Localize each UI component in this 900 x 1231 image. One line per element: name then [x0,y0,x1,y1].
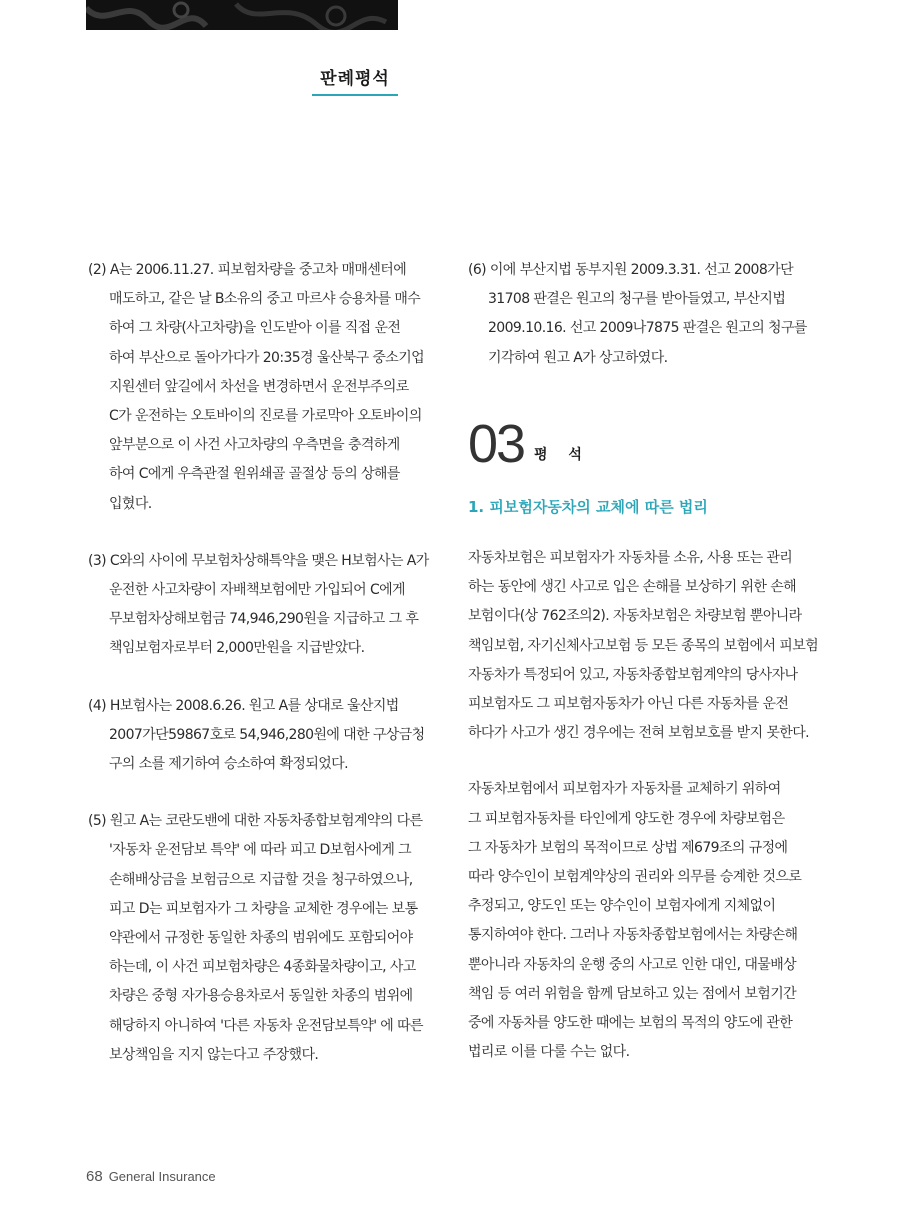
text-line: (2) A는 2006.11.27. 피보험차량을 중고차 매매센터에 [88,262,407,278]
list-item [88,692,436,780]
list-item [88,807,436,1070]
text-line: 운전한 사고차량이 자배책보험에만 가입되어 C에게 [109,582,405,599]
text-line: 보상책임을 지지 않는다고 주장했다. [109,1046,319,1063]
publication-name: General Insurance [108,1169,216,1184]
text-line: 법리로 이를 다룰 수는 없다. [468,1044,630,1061]
text-line: 책임보험, 자기신체사고보험 등 모든 종목의 보험에서 피보험 [468,637,819,654]
chapter-heading [468,413,814,487]
text-line: 하여 C에게 우측관절 원위쇄골 골절상 등의 상해를 [109,466,400,483]
text-line: (4) H보험사는 2008.6.26. 원고 A를 상대로 울산지법 [88,697,399,714]
text-line: 앞부분으로 이 사건 사고차량의 우측면을 충격하게 [109,437,400,454]
text-line: 매도하고, 같은 날 B소유의 중고 마르샤 승용차를 매수 [109,291,421,308]
paragraph [468,775,814,1067]
text-line: 2007가단59867호로 54,946,280원에 대한 구상금청 [109,726,425,743]
text-line: 무보험차상해보험금 74,946,290원을 지급하고 그 후 [109,611,419,628]
text-line: 하는 동안에 생긴 사고로 입은 손해를 보상하기 위한 손해 [468,579,797,596]
text-line: 해당하지 아니하여 '다른 자동차 운전담보특약' 에 따른 [109,1017,423,1034]
text-line: 약관에서 규정한 동일한 차종의 범위에도 포함되어야 [109,930,413,947]
paragraph [468,544,819,748]
text-line: 책임 등 여러 위험을 함께 담보하고 있는 점에서 보험기간 [468,985,797,1002]
subheading: 1. 피보험자동차의 교체에 따른 법리 [468,497,708,516]
text-line: 피보험자도 그 피보험자동차가 아닌 다른 자동차를 운전 [468,696,789,713]
text-line: 그 피보험자동차를 타인에게 양도한 경우에 차량보험은 [468,810,785,827]
text-line: 따라 양수인이 보험계약상의 권리와 의무를 승계한 것으로 [468,869,802,886]
text-line: 자동차가 특정되어 있고, 자동차종합보험계약의 당사자나 [468,666,798,683]
text-line: 자동차보험은 피보험자가 자동차를 소유, 사용 또는 관리 [468,550,793,567]
text-line: '자동차 운전담보 특약' 에 따라 피고 D보험사에게 그 [109,842,412,859]
text-line: (3) C와의 사이에 무보험차상해특약을 맺은 H보험사는 A가 [88,552,429,569]
text-line: 하는데, 이 사건 피보험차량은 4종화물차량이고, 사고 [109,959,416,976]
right-column [468,256,819,1094]
text-line: 뿐아니라 자동차의 운행 중의 사고로 인한 대인, 대물배상 [468,956,797,973]
text-line: 중에 자동차를 양도한 때에는 보험의 목적의 양도에 관한 [468,1015,793,1032]
text-line: 하여 부산으로 돌아가다가 20:35경 울산북구 중소기업 [109,349,425,366]
decorative-pattern-icon [86,0,398,30]
page-footer [86,1168,216,1185]
text-line: 그 자동차가 보험의 목적이므로 상법 제679조의 규정에 [468,839,788,856]
text-line: 하여 그 차량(사고차량)을 인도받아 이를 직접 운전 [109,320,401,337]
text-line: 통지하여야 한다. 그러나 자동차종합보험에서는 차량손해 [468,927,798,944]
text-line: 입혔다. [109,495,152,512]
list-item [88,547,436,664]
left-column [88,256,436,1098]
chapter-label: 평 석 [534,446,590,463]
text-line: C가 운전하는 오토바이의 진로를 가로막아 오토바이의 [109,408,422,425]
text-line: (6) 이에 부산지법 동부지원 2009.3.31. 선고 2008가단 [468,262,793,278]
list-item [88,256,436,519]
text-line: 책임보험자로부터 2,000만원을 지급받았다. [109,640,365,657]
text-line: 기각하여 원고 A가 상고하였다. [488,349,668,366]
text-line: 피고 D는 피보험자가 그 차량을 교체한 경우에는 보통 [109,900,418,917]
text-line: 구의 소를 제기하여 승소하여 확정되었다. [109,756,348,773]
text-line: (5) 원고 A는 코란도밴에 대한 자동차종합보험계약의 다른 [88,813,423,830]
text-line: 추정되고, 양도인 또는 양수인이 보험자에게 지체없이 [468,898,776,915]
header-banner [86,0,398,30]
chapter-number: 03 [468,413,525,474]
text-line: 손해배상금을 보험금으로 지급할 것을 청구하였으나, [109,871,413,888]
body-paragraphs [468,544,819,1067]
text-line: 31708 판결은 원고의 청구를 받아들였고, 부산지법 [488,291,786,308]
section-title: 판례평석 [312,64,398,96]
text-line: 지원센터 앞길에서 차선을 변경하면서 운전부주의로 [109,378,409,395]
text-line: 보험이다(상 762조의2). 자동차보험은 차량보험 뿐아니라 [468,608,802,625]
text-line: 차량은 중형 자가용승용차로서 동일한 차종의 범위에 [109,988,413,1005]
text-line: 자동차보험에서 피보험자가 자동차를 교체하기 위하여 [468,781,781,798]
text-line: 2009.10.16. 선고 2009나7875 판결은 원고의 청구를 [488,320,807,337]
list-item-6 [468,256,814,373]
page-number: 68 [86,1168,103,1185]
text-line: 하다가 사고가 생긴 경우에는 전혀 보험보호를 받지 못한다. [468,725,809,742]
